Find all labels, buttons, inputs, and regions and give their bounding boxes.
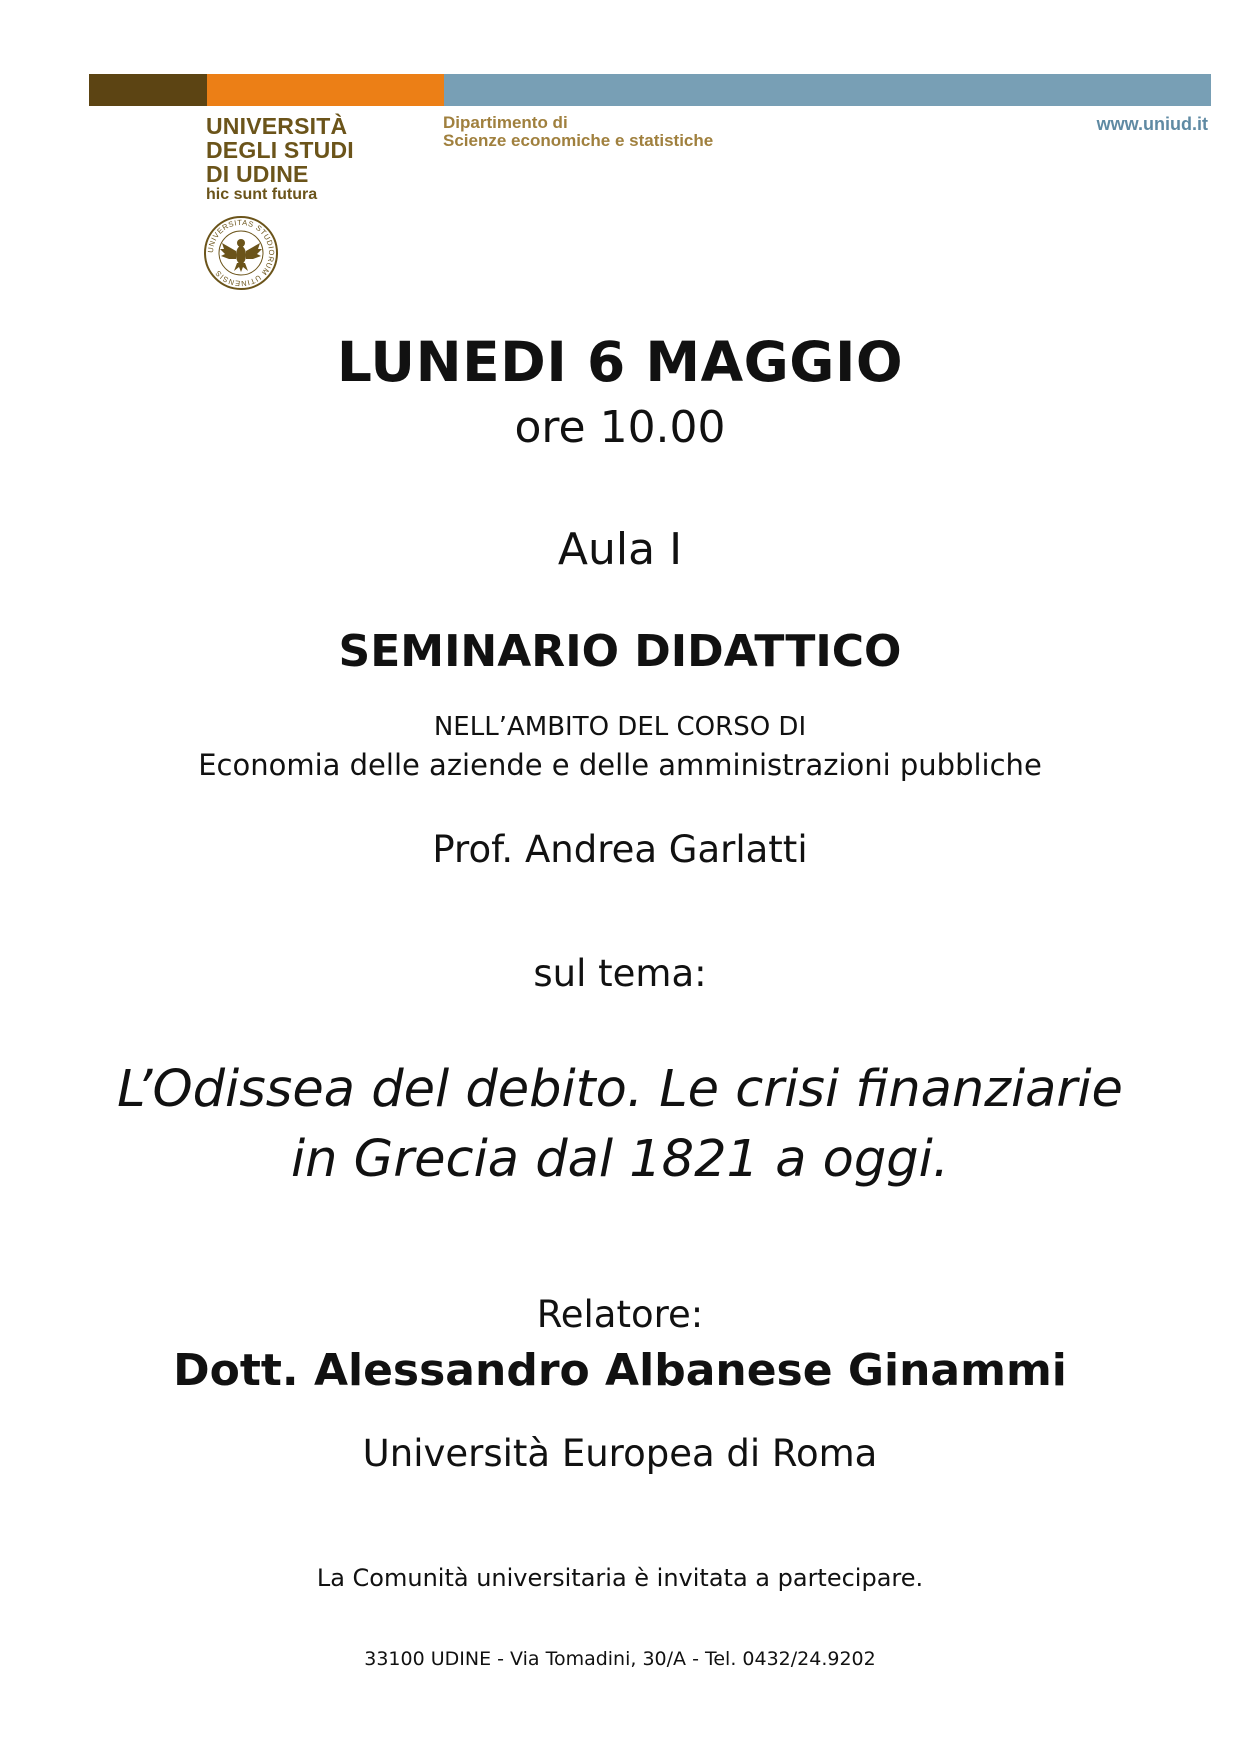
university-seal-icon — [203, 215, 279, 291]
department-name — [443, 114, 713, 150]
seal-text: UNIVERSITAS STUDIORUM UTINENSIS — [205, 217, 277, 289]
theme-label: sul tema: — [533, 952, 707, 995]
event-room: Aula I — [557, 524, 683, 575]
color-bar-orange-segment — [207, 74, 444, 106]
event-type: SEMINARIO DIDATTICO — [338, 626, 902, 677]
invitation-text: La Comunità universitaria è invitata a partecipare. — [316, 1564, 924, 1592]
university-name-line: DI UDINE — [206, 161, 309, 187]
event-time: ore 10.00 — [514, 402, 726, 453]
department-line: Scienze economiche e statistiche — [443, 131, 714, 150]
seminar-title-line: in Grecia dal 1821 a oggi. — [290, 1130, 950, 1189]
header-color-bar — [89, 74, 1211, 106]
website-link[interactable]: www.uniud.it — [1096, 114, 1208, 134]
university-name — [206, 114, 354, 186]
course-intro: NELL’AMBITO DEL CORSO DI — [433, 712, 807, 742]
speaker-name: Dott. Alessandro Albanese Ginammi — [173, 1345, 1067, 1396]
footer-address: 33100 UDINE - Via Tomadini, 30/A - Tel. 0432/24.9202 — [364, 1648, 876, 1670]
seminar-title-line: L’Odissea del debito. Le crisi finanziarie — [117, 1060, 1123, 1119]
color-bar-blue-segment — [444, 74, 1211, 106]
speaker-label: Relatore: — [536, 1293, 704, 1336]
university-name-line: DEGLI STUDI — [206, 137, 354, 163]
university-name-line: UNIVERSITÀ — [206, 113, 348, 139]
department-line: Dipartimento di — [443, 113, 568, 132]
seminar-title — [0, 1055, 1240, 1195]
university-motto: hic sunt futura — [206, 186, 318, 203]
color-bar-brown-segment — [89, 74, 207, 106]
speaker-affiliation: Università Europea di Roma — [362, 1432, 878, 1475]
professor-name: Prof. Andrea Garlatti — [432, 828, 808, 871]
course-name: Economia delle aziende e delle amministrazioni pubbliche — [198, 748, 1042, 782]
event-date: LUNEDI 6 MAGGIO — [336, 330, 904, 394]
